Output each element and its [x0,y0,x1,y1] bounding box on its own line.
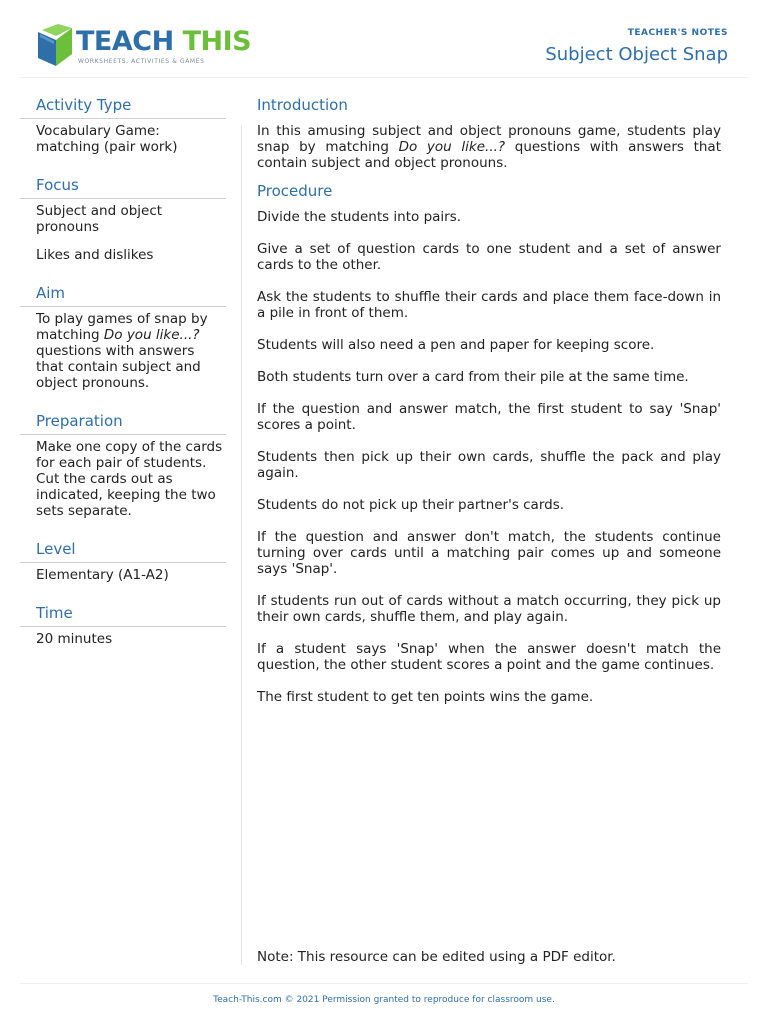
time-text: 20 minutes [36,631,113,647]
editing-note: Note: This resource can be edited using a PDF editor. [257,949,616,965]
procedure-step: If a student says 'Snap' when the answer doesn't match the question, the other student scores a point and the game continues. [257,641,721,673]
time-heading: Time [20,601,226,627]
aim-text-italic: Do you like...? [103,327,200,343]
focus-heading: Focus [20,173,226,199]
introduction-heading: Introduction [257,96,348,114]
procedure-step: Both students turn over a card from their pile at the same time. [257,369,689,385]
aim-heading: Aim [20,281,226,307]
book-logo-icon [36,24,74,68]
main-content [257,93,721,721]
introduction-text-after: questions with answers that contain subject and object pronouns. [257,139,721,171]
procedure-step: Students do not pick up their partner's cards. [257,497,565,513]
page-title: Subject Object Snap [545,44,728,65]
procedure-section [257,181,721,705]
aim-text-before: To play games of snap by matching [36,311,208,343]
column-divider [241,125,242,965]
focus-item: Likes and dislikes [36,247,154,263]
introduction-text-before: In this amusing subject and object pronouns game, students play snap by matching [257,123,721,155]
footer-divider [20,983,748,984]
activity-type-heading: Activity Type [20,93,226,119]
preparation-heading: Preparation [20,409,226,435]
logo-word-teach: TEACH [76,26,174,57]
activity-type-section [20,93,226,155]
level-section [20,537,226,583]
procedure-step: Give a set of question cards to one student and a set of answer cards to the other. [257,241,721,273]
level-heading: Level [20,537,226,563]
time-section [20,601,226,647]
procedure-step: Divide the students into pairs. [257,209,462,225]
procedure-step: Students will also need a pen and paper for keeping score. [257,337,655,353]
procedure-step: Students then pick up their own cards, shuffle the pack and play again. [257,449,721,481]
procedure-step: The first student to get ten points wins the game. [257,689,594,705]
procedure-step: If students run out of cards without a match occurring, they pick up their own cards, shuffle them, and play again. [257,593,721,625]
focus-section [20,173,226,263]
logo-word-this: THIS [182,26,252,57]
aim-section [20,281,226,391]
preparation-text: Make one copy of the cards for each pair of students. Cut the cards out as indicated, keeping the two sets separate. [36,439,223,519]
sidebar [20,93,226,665]
level-text: Elementary (A1-A2) [36,567,169,583]
introduction-section [257,95,721,171]
logo-wordmark [76,26,251,58]
procedure-step: If the question and answer match, the first student to say 'Snap' scores a point. [257,401,721,433]
procedure-step: Ask the students to shuffle their cards and place them face-down in a pile in front of them. [257,289,721,321]
aim-text [36,311,226,391]
preparation-section [20,409,226,519]
introduction-text [257,123,721,171]
procedure-heading: Procedure [257,182,333,200]
teach-this-logo [36,24,252,70]
logo-tagline: WORKSHEETS, ACTIVITIES & GAMES [78,58,205,65]
activity-type-text: Vocabulary Game: matching (pair work) [36,123,178,155]
header-divider [20,77,748,78]
aim-text-after: questions with answers that contain subject and object pronouns. [36,343,201,391]
procedure-step: If the question and answer don't match, the students continue turning over cards until a matching pair comes up and someone says 'Snap'. [257,529,721,577]
footer-copyright: Teach-This.com © 2021 Permission granted to reproduce for classroom use. [213,995,555,1005]
teachers-notes-label: TEACHER'S NOTES [627,28,728,38]
focus-item: Subject and object pronouns [36,203,163,235]
introduction-text-italic: Do you like...? [398,139,506,155]
